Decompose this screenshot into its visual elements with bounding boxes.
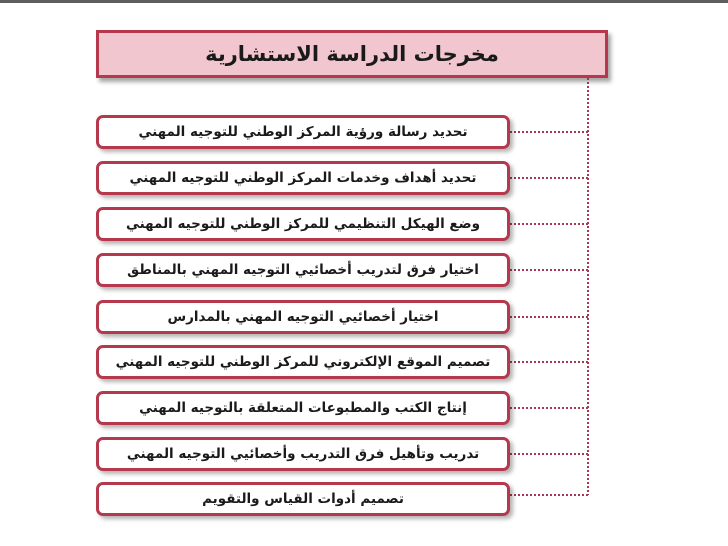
outcome-label-6: تصميم الموقع الإلكتروني للمركز الوطني للتوجيه المهني — [115, 354, 491, 370]
outcome-label-8: تدريب وتأهيل فرق التدريب وأخصائيي التوجيه المهني — [126, 446, 480, 462]
outcome-box-9 — [96, 482, 510, 516]
outcome-label-1: تحديد رسالة ورؤية المركز الوطني للتوجيه المهني — [138, 124, 468, 140]
outcome-box-8 — [96, 437, 510, 471]
outcome-box-2 — [96, 161, 510, 195]
outcome-label-5: اختيار أخصائيي التوجيه المهني بالمدارس — [167, 309, 439, 325]
outcome-label-3: وضع الهيكل التنظيمي للمركز الوطني للتوجيه المهني — [125, 216, 481, 232]
outcome-box-5 — [96, 300, 510, 334]
outcome-label-9: تصميم أدوات القياس والتقويم — [202, 491, 404, 507]
outcome-box-3 — [96, 207, 510, 241]
outcome-box-7 — [96, 391, 510, 425]
outcome-label-7: إنتاج الكتب والمطبوعات المتعلقة بالتوجيه المهني — [139, 400, 467, 416]
outcome-box-1 — [96, 115, 510, 149]
outcome-label-2: تحديد أهداف وخدمات المركز الوطني للتوجيه المهني — [129, 170, 477, 186]
outcome-label-4: اختيار فرق لتدريب أخصائيي التوجيه المهني بالمناطق — [127, 262, 479, 278]
outcome-box-6 — [96, 345, 510, 379]
outcome-box-4 — [96, 253, 510, 287]
diagram-title: مخرجات الدراسة الاستشارية — [205, 42, 499, 66]
